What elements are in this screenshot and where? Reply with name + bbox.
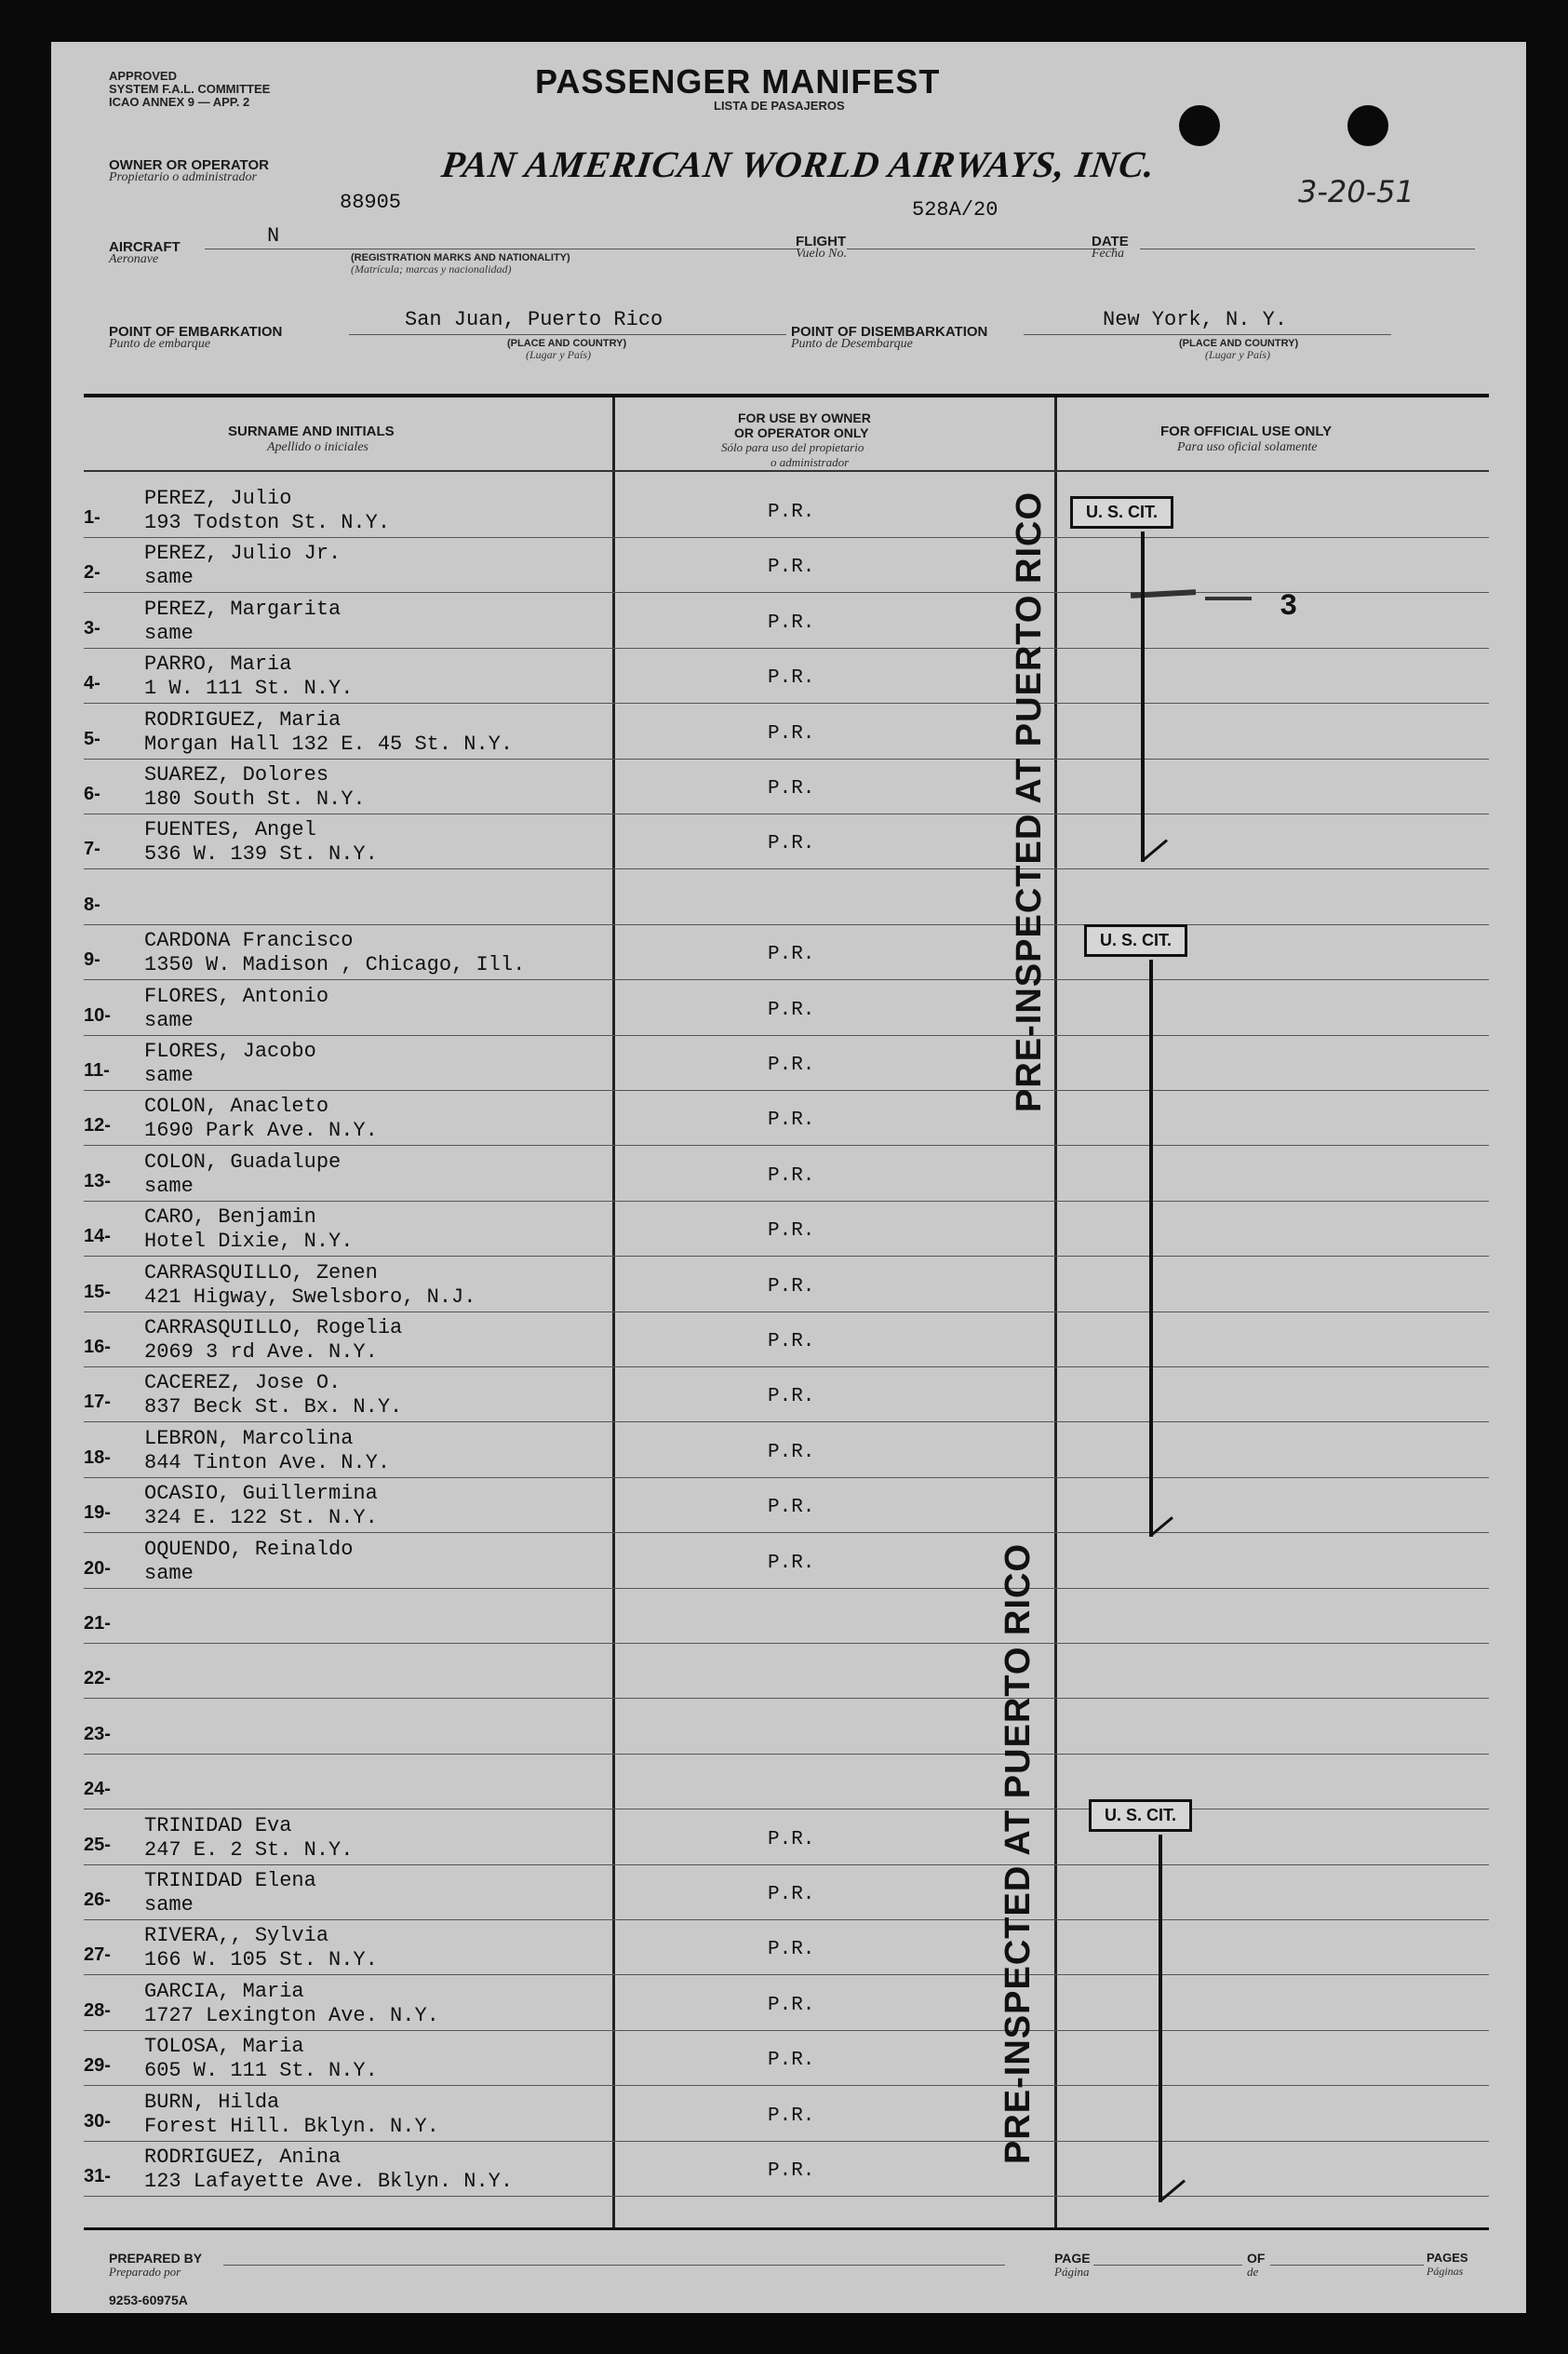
row-rule <box>84 2085 1489 2086</box>
disembark-caption-es: (Lugar y País) <box>1205 348 1270 361</box>
owner-label-es: Propietario o administrador <box>109 170 257 184</box>
aircraft-label-es: Aeronave <box>109 252 159 266</box>
registration-caption: (REGISTRATION MARKS AND NATIONALITY) <box>351 252 570 263</box>
embark-caption-es: (Lugar y País) <box>526 348 591 361</box>
passenger-name: LEBRON, Marcolina <box>144 1426 354 1450</box>
passenger-address: 1 W. 111 St. N.Y. <box>144 677 354 701</box>
approved-line: APPROVED <box>109 69 177 83</box>
column-divider <box>1054 397 1057 2229</box>
row-rule <box>84 537 1489 538</box>
us-cit-bracket-tick <box>1159 2179 1186 2201</box>
passenger-name: COLON, Anacleto <box>144 1095 329 1119</box>
passenger-name: CACEREZ, Jose O. <box>144 1371 342 1395</box>
row-rule <box>84 1366 1489 1367</box>
table-bottom-rule <box>84 2227 1489 2230</box>
passenger-address: 844 Tinton Ave. N.Y. <box>144 1450 391 1474</box>
punch-hole <box>1347 105 1388 146</box>
origin-code: P.R. <box>768 1552 815 1574</box>
us-cit-bracket <box>1149 960 1153 1537</box>
origin-code: P.R. <box>768 1055 815 1076</box>
row-number: 14- <box>84 1226 111 1247</box>
row-number: 7- <box>84 839 101 860</box>
pages-label: PAGES <box>1427 2251 1468 2265</box>
row-number: 20- <box>84 1557 111 1579</box>
origin-code: P.R. <box>768 1164 815 1187</box>
origin-code: P.R. <box>768 2160 815 2182</box>
passenger-address: Forest Hill. Bklyn. N.Y. <box>144 2114 439 2138</box>
row-number: 29- <box>84 2055 111 2077</box>
disembark-caption: (PLACE AND COUNTRY) <box>1179 338 1299 349</box>
origin-code: P.R. <box>768 722 815 745</box>
row-number: 30- <box>84 2110 111 2132</box>
punch-hole <box>1179 105 1220 146</box>
row-number: 3- <box>84 617 101 639</box>
us-cit-stamp: U. S. CIT. <box>1070 496 1173 529</box>
row-number: 27- <box>84 1944 111 1966</box>
passenger-name: RODRIGUEZ, Maria <box>144 707 342 732</box>
of-underline <box>1270 2265 1424 2266</box>
origin-code: P.R. <box>768 1994 815 2016</box>
date-value: 3-20-51 <box>1298 174 1414 209</box>
row-number: 18- <box>84 1446 111 1468</box>
passenger-name: RODRIGUEZ, Anina <box>144 2146 342 2169</box>
of-label: OF <box>1247 2251 1266 2266</box>
row-number: 22- <box>84 1668 111 1689</box>
origin-code: P.R. <box>768 1386 815 1408</box>
origin-code: P.R. <box>768 778 815 800</box>
col-owner-header: FOR USE BY OWNER <box>738 410 871 425</box>
page-underline <box>1093 2265 1242 2266</box>
passenger-address: 1727 Lexington Ave. N.Y. <box>144 2003 439 2027</box>
disembark-label: POINT OF DISEMBARKATION <box>791 324 988 340</box>
col-owner-header: OR OPERATOR ONLY <box>734 425 869 440</box>
row-rule <box>84 1919 1489 1920</box>
row-rule <box>84 1421 1489 1422</box>
disembark-value: New York, N. Y. <box>1103 308 1288 331</box>
registration-caption-es: (Matrícula; marcas y nacionalidad) <box>351 262 512 276</box>
origin-code: P.R. <box>768 1884 815 1905</box>
row-rule <box>84 979 1489 980</box>
origin-code: P.R. <box>768 557 815 579</box>
row-rule <box>84 703 1489 704</box>
passenger-address: 536 W. 139 St. N.Y. <box>144 842 378 867</box>
embark-underline <box>349 334 786 335</box>
passenger-name: COLON, Guadalupe <box>144 1150 342 1174</box>
row-rule <box>84 1974 1489 1975</box>
row-rule <box>84 1588 1489 1589</box>
us-cit-bracket <box>1159 1835 1162 2202</box>
embark-value: San Juan, Puerto Rico <box>405 308 663 331</box>
document-title-es: LISTA DE PASAJEROS <box>714 99 845 113</box>
us-cit-bracket <box>1141 531 1145 862</box>
row-number: 15- <box>84 1281 111 1302</box>
table-top-rule <box>84 394 1489 397</box>
origin-code: P.R. <box>768 1441 815 1463</box>
approved-line: ICAO ANNEX 9 — APP. 2 <box>109 95 250 109</box>
page-label: PAGE <box>1054 2251 1091 2266</box>
passenger-address: same <box>144 1008 194 1032</box>
row-rule <box>84 1754 1489 1755</box>
passenger-name: OQUENDO, Reinaldo <box>144 1537 354 1561</box>
flight-label-es: Vuelo No. <box>796 247 847 261</box>
prepared-label-es: Preparado por <box>109 2265 181 2279</box>
row-number: 5- <box>84 728 101 749</box>
row-number: 24- <box>84 1779 111 1800</box>
origin-code: P.R. <box>768 502 815 523</box>
row-rule <box>84 1864 1489 1865</box>
owner-value: PAN AMERICAN WORLD AIRWAYS, INC. <box>438 143 1159 185</box>
col-owner-header-es: o administrador <box>771 455 850 469</box>
row-rule <box>84 1532 1489 1533</box>
approved-line: SYSTEM F.A.L. COMMITTEE <box>109 82 271 96</box>
row-number: 16- <box>84 1337 111 1357</box>
row-number: 10- <box>84 1004 111 1026</box>
row-rule <box>84 648 1489 649</box>
embark-label: POINT OF EMBARKATION <box>109 324 283 340</box>
passenger-address: 166 W. 105 St. N.Y. <box>144 1948 378 1972</box>
disembark-label-es: Punto de Desembarque <box>791 337 913 351</box>
row-number: 12- <box>84 1115 111 1137</box>
embark-label-es: Punto de embarque <box>109 337 211 351</box>
page-label-es: Página <box>1054 2265 1090 2279</box>
row-number: 6- <box>84 784 101 804</box>
passenger-name: OCASIO, Guillermina <box>144 1482 378 1506</box>
manifest-sheet <box>51 42 1526 2313</box>
passenger-address: 605 W. 111 St. N.Y. <box>144 2059 378 2083</box>
official-mark: 3 <box>1280 589 1298 624</box>
passenger-address: 193 Todston St. N.Y. <box>144 511 391 534</box>
passenger-name: GARCIA, Maria <box>144 1979 304 2003</box>
row-number: 21- <box>84 1613 111 1634</box>
date-label: DATE <box>1092 234 1129 249</box>
passenger-address: 1350 W. Madison , Chicago, Ill. <box>144 953 526 977</box>
passenger-name: RIVERA,, Sylvia <box>144 1924 329 1948</box>
us-cit-stamp: U. S. CIT. <box>1084 924 1187 957</box>
header-rule <box>84 470 1489 472</box>
row-number: 11- <box>84 1060 110 1081</box>
passenger-address: same <box>144 566 194 590</box>
passenger-address: same <box>144 1561 194 1585</box>
preinspected-stamp: PRE-INSPECTED AT PUERTO RICO <box>1010 491 1049 1112</box>
origin-code: P.R. <box>768 612 815 634</box>
passenger-name: FLORES, Jacobo <box>144 1040 316 1063</box>
passenger-address: 123 Lafayette Ave. Bklyn. N.Y. <box>144 2170 514 2193</box>
passenger-name: PEREZ, Julio Jr. <box>144 542 342 566</box>
row-number: 26- <box>84 1890 111 1910</box>
of-label-es: de <box>1247 2265 1259 2279</box>
row-number: 25- <box>84 1834 111 1855</box>
row-number: 4- <box>84 673 101 694</box>
passenger-name: TRINIDAD Eva <box>144 1813 292 1837</box>
passenger-name: FLORES, Antonio <box>144 984 329 1008</box>
passenger-address: 1690 Park Ave. N.Y. <box>144 1119 378 1143</box>
aircraft-prefix: N <box>267 224 280 248</box>
row-rule <box>84 1090 1489 1091</box>
embark-caption: (PLACE AND COUNTRY) <box>507 338 627 349</box>
origin-code: P.R. <box>768 999 815 1021</box>
row-number: 19- <box>84 1502 111 1524</box>
column-divider <box>612 397 615 2229</box>
row-rule <box>84 592 1489 593</box>
row-number: 2- <box>84 562 101 584</box>
row-number: 13- <box>84 1170 111 1191</box>
passenger-address: same <box>144 1174 194 1198</box>
document-title: PASSENGER MANIFEST <box>535 62 941 101</box>
passenger-address: Morgan Hall 132 E. 45 St. N.Y. <box>144 732 514 756</box>
row-rule <box>84 1477 1489 1478</box>
origin-code: P.R. <box>768 833 815 855</box>
aircraft-number: 88905 <box>340 191 402 214</box>
passenger-address: same <box>144 621 194 645</box>
row-rule <box>84 1256 1489 1257</box>
row-number: 28- <box>84 1999 111 2021</box>
col-official-header-es: Para uso oficial solamente <box>1177 440 1318 454</box>
row-rule <box>84 759 1489 760</box>
row-number: 31- <box>84 2166 111 2186</box>
origin-code: P.R. <box>768 1220 815 1243</box>
form-number: 9253-60975A <box>109 2293 188 2307</box>
passenger-address: 421 Higway, Swelsboro, N.J. <box>144 1285 476 1309</box>
passenger-name: PEREZ, Julio <box>144 487 292 510</box>
row-rule <box>84 868 1489 869</box>
passenger-address: 2069 3 rd Ave. N.Y. <box>144 1340 378 1364</box>
origin-code: P.R. <box>768 1275 815 1298</box>
passenger-name: PEREZ, Margarita <box>144 597 342 621</box>
row-rule <box>84 1643 1489 1644</box>
row-number: 17- <box>84 1392 111 1413</box>
col-surname-header-es: Apellido o iniciales <box>267 440 369 454</box>
row-rule <box>84 2196 1489 2197</box>
passenger-address: same <box>144 1893 194 1917</box>
origin-code: P.R. <box>768 1939 815 1961</box>
row-rule <box>84 2030 1489 2031</box>
origin-code: P.R. <box>768 667 815 690</box>
pages-label-es: Páginas <box>1427 2265 1464 2278</box>
passenger-name: TRINIDAD Elena <box>144 1869 316 1892</box>
row-rule <box>84 924 1489 925</box>
col-surname-header: SURNAME AND INITIALS <box>228 424 395 439</box>
passenger-address: 247 E. 2 St. N.Y. <box>144 1837 354 1862</box>
row-rule <box>84 1145 1489 1146</box>
passenger-name: PARRO, Maria <box>144 652 292 677</box>
origin-code: P.R. <box>768 944 815 966</box>
col-official-header: FOR OFFICIAL USE ONLY <box>1160 424 1333 439</box>
passenger-name: CARDONA Francisco <box>144 929 354 953</box>
disembark-underline <box>1024 334 1391 335</box>
passenger-name: FUENTES, Angel <box>144 818 316 842</box>
passenger-address: Hotel Dixie, N.Y. <box>144 1230 354 1254</box>
date-label-es: Fecha <box>1092 247 1124 261</box>
official-scribble <box>1205 597 1252 600</box>
passenger-name: BURN, Hilda <box>144 2090 280 2114</box>
owner-label: OWNER OR OPERATOR <box>109 157 269 173</box>
prepared-label: PREPARED BY <box>109 2251 203 2266</box>
passenger-address: 837 Beck St. Bx. N.Y. <box>144 1395 403 1419</box>
origin-code: P.R. <box>768 1110 815 1132</box>
passenger-name: CARRASQUILLO, Zenen <box>144 1260 378 1285</box>
us-cit-bracket-tick <box>1142 839 1168 861</box>
prepared-underline <box>223 2265 1005 2266</box>
col-owner-header-es: Sólo para uso del propietario <box>721 440 864 454</box>
passenger-address: 180 South St. N.Y. <box>144 787 366 811</box>
origin-code: P.R. <box>768 2050 815 2072</box>
passenger-name: SUAREZ, Dolores <box>144 763 329 787</box>
row-number: 8- <box>84 894 101 915</box>
passenger-address: same <box>144 1064 194 1087</box>
row-rule <box>84 2141 1489 2142</box>
origin-code: P.R. <box>768 1828 815 1850</box>
us-cit-bracket-tick <box>1150 1516 1173 1537</box>
row-number: 9- <box>84 949 101 971</box>
row-rule <box>84 1698 1489 1699</box>
origin-code: P.R. <box>768 1331 815 1352</box>
passenger-address: 324 E. 122 St. N.Y. <box>144 1506 378 1530</box>
passenger-name: TOLOSA, Maria <box>144 2035 304 2059</box>
row-number: 1- <box>84 507 101 528</box>
origin-code: P.R. <box>768 2105 815 2127</box>
flight-value: 528A/20 <box>912 198 998 222</box>
row-rule <box>84 1035 1489 1036</box>
preinspected-stamp: PRE-INSPECTED AT PUERTO RICO <box>998 1542 1038 2164</box>
origin-code: P.R. <box>768 1497 815 1519</box>
row-rule <box>84 1201 1489 1202</box>
us-cit-stamp: U. S. CIT. <box>1089 1799 1192 1832</box>
passenger-name: CARO, Benjamin <box>144 1205 316 1230</box>
row-number: 23- <box>84 1723 111 1744</box>
aircraft-label: AIRCRAFT <box>109 239 181 255</box>
passenger-name: CARRASQUILLO, Rogelia <box>144 1316 403 1339</box>
flight-label: FLIGHT <box>796 234 847 249</box>
